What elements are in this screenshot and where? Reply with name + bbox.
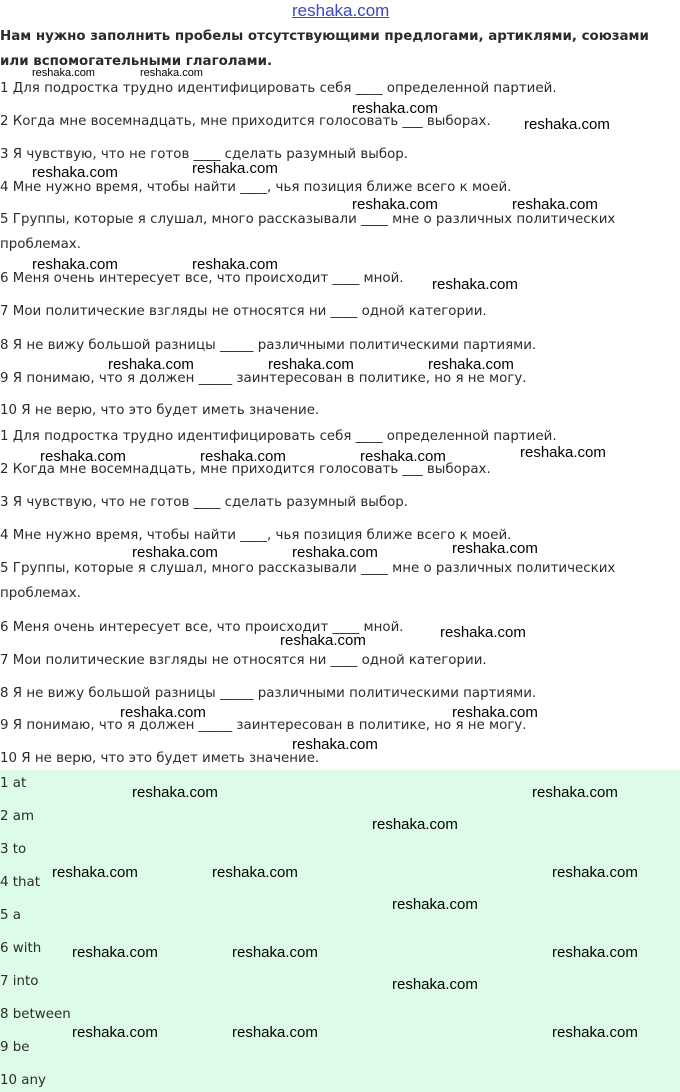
watermark: reshaka.com [192, 160, 278, 177]
answer-item: 8 between [0, 1007, 71, 1022]
question-item: 4 Мне нужно время, чтобы найти ____, чья позиция ближе всего к моей. [0, 180, 512, 195]
question-item: 6 Меня очень интересует все, что происходит ____ мной. [0, 271, 404, 286]
watermark: reshaka.com [140, 67, 203, 79]
watermark: reshaka.com [552, 944, 638, 961]
watermark: reshaka.com [552, 864, 638, 881]
watermark: reshaka.com [132, 784, 218, 801]
watermark: reshaka.com [132, 544, 218, 561]
watermark: reshaka.com [452, 704, 538, 721]
watermark: reshaka.com [532, 784, 618, 801]
watermark: reshaka.com [108, 356, 194, 373]
question-item: 5 Группы, которые я слушал, много рассказывали ____ мне о различных политических проблемах. [0, 212, 616, 252]
question-item: 3 Я чувствую, что не готов ____ сделать разумный выбор. [0, 495, 409, 510]
question-item: 9 Я понимаю, что я должен _____ заинтересован в политике, но я не могу. [0, 371, 527, 386]
question-item: 10 Я не верю, что это будет иметь значение. [0, 403, 320, 418]
question-item: 9 Я понимаю, что я должен _____ заинтересован в политике, но я не могу. [0, 718, 527, 733]
watermark: reshaka.com [440, 624, 526, 641]
answer-item: 6 with [0, 941, 42, 956]
question-item: 1 Для подростка трудно идентифицировать себя ____ определенной партией. [0, 429, 557, 444]
question-item: 7 Мои политические взгляды не относятся ни ____ одной категории. [0, 653, 487, 668]
watermark: reshaka.com [268, 356, 354, 373]
site-link[interactable]: reshaka.com [292, 1, 390, 20]
answer-item: 1 at [0, 776, 27, 791]
watermark: reshaka.com [512, 196, 598, 213]
watermark: reshaka.com [292, 736, 378, 753]
watermark: reshaka.com [360, 448, 446, 465]
watermark: reshaka.com [280, 632, 366, 649]
question-item: 2 Когда мне восемнадцать, мне приходится голосовать ___ выборах. [0, 114, 491, 129]
watermark: reshaka.com [32, 67, 95, 79]
watermark: reshaka.com [232, 1024, 318, 1041]
question-item: 4 Мне нужно время, чтобы найти ____, чья позиция ближе всего к моей. [0, 528, 512, 543]
question-item: 7 Мои политические взгляды не относятся ни ____ одной категории. [0, 304, 487, 319]
watermark: reshaka.com [428, 356, 514, 373]
watermark: reshaka.com [432, 276, 518, 293]
watermark: reshaka.com [292, 544, 378, 561]
question-item: 2 Когда мне восемнадцать, мне приходится голосовать ___ выборах. [0, 462, 491, 477]
watermark: reshaka.com [352, 100, 438, 117]
watermark: reshaka.com [212, 864, 298, 881]
watermark: reshaka.com [200, 448, 286, 465]
answer-item: 7 into [0, 974, 39, 989]
watermark: reshaka.com [72, 944, 158, 961]
watermark: reshaka.com [120, 704, 206, 721]
answer-item: 2 am [0, 809, 35, 824]
question-item: 8 Я не вижу большой разницы _____ различными политическими партиями. [0, 686, 537, 701]
question-item: 3 Я чувствую, что не готов ____ сделать разумный выбор. [0, 147, 409, 162]
watermark: reshaka.com [392, 976, 478, 993]
question-item: 8 Я не вижу большой разницы _____ различными политическими партиями. [0, 338, 537, 353]
watermark: reshaka.com [520, 444, 606, 461]
watermark: reshaka.com [552, 1024, 638, 1041]
watermark: reshaka.com [72, 1024, 158, 1041]
answers-panel [0, 770, 680, 1092]
watermark: reshaka.com [32, 164, 118, 181]
watermark: reshaka.com [32, 256, 118, 273]
task-instruction: Нам нужно заполнить пробелы отсутствующими предлогами, артиклями, союзами или вспомогательными глаголами. [0, 29, 649, 69]
watermark: reshaka.com [52, 864, 138, 881]
answer-item: 9 be [0, 1040, 30, 1055]
watermark: reshaka.com [452, 540, 538, 557]
question-item: 5 Группы, которые я слушал, много рассказывали ____ мне о различных политических проблемах. [0, 561, 616, 601]
answer-item: 5 a [0, 908, 21, 923]
watermark: reshaka.com [352, 196, 438, 213]
question-item: 1 Для подростка трудно идентифицировать себя ____ определенной партией. [0, 81, 557, 96]
answer-item: 3 to [0, 842, 27, 857]
watermark: reshaka.com [232, 944, 318, 961]
watermark: reshaka.com [40, 448, 126, 465]
watermark: reshaka.com [392, 896, 478, 913]
watermark: reshaka.com [524, 116, 610, 133]
question-item: 10 Я не верю, что это будет иметь значение. [0, 751, 320, 766]
watermark: reshaka.com [192, 256, 278, 273]
answer-item: 4 that [0, 875, 40, 890]
answer-item: 10 any [0, 1073, 46, 1088]
watermark: reshaka.com [372, 816, 458, 833]
question-item: 6 Меня очень интересует все, что происходит ____ мной. [0, 620, 404, 635]
